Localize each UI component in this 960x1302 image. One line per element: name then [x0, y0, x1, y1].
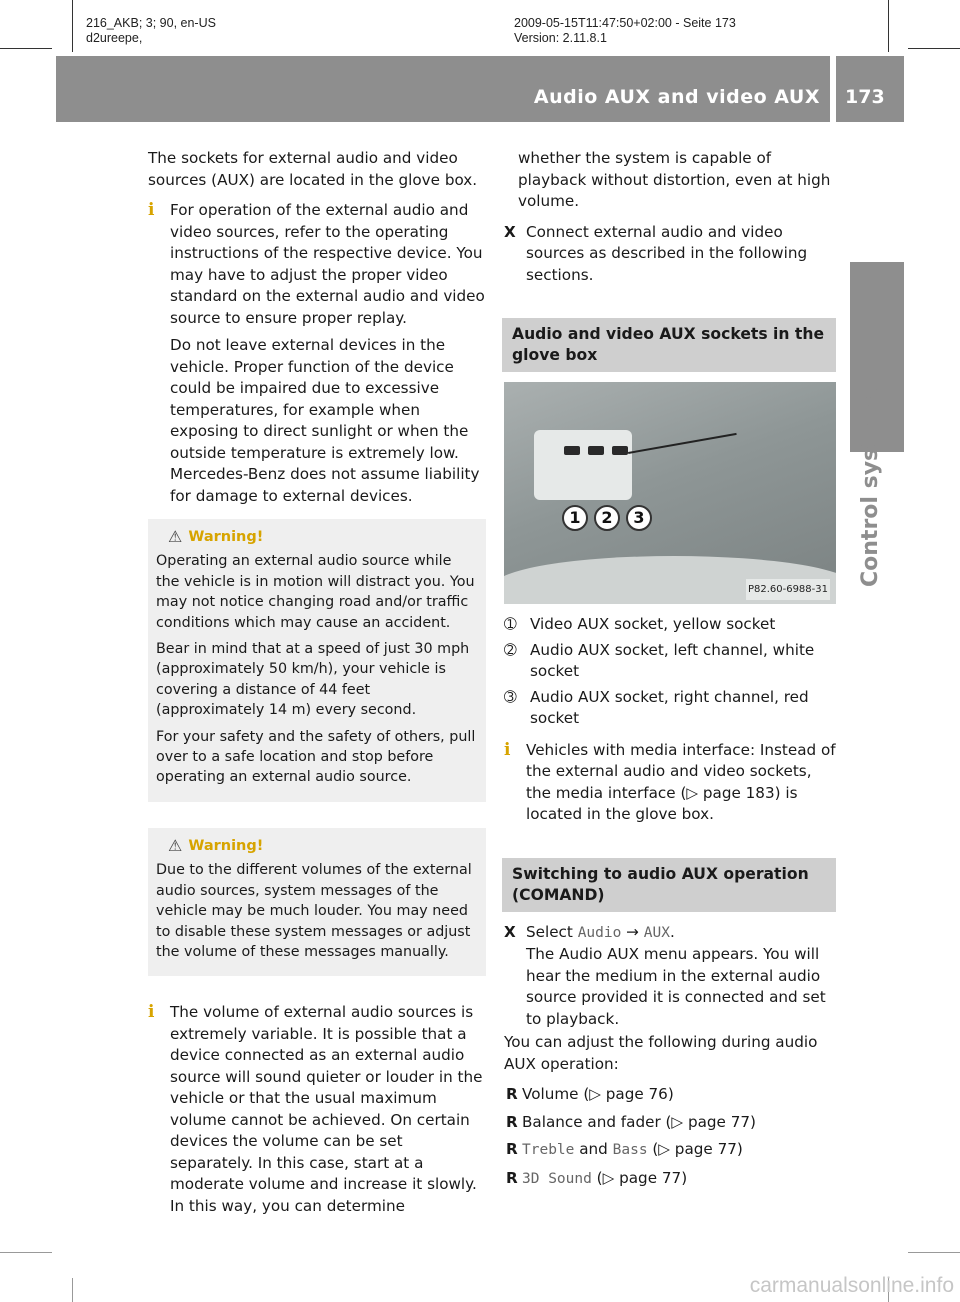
menu-audio: Audio [577, 924, 622, 941]
socket-shape [564, 446, 580, 455]
info-note [504, 740, 836, 826]
step-result: The Audio AUX menu appears. You will hear the medium in the external audio source provided it is connected and set to playback. [526, 945, 826, 1028]
callout-3: 3 [626, 505, 652, 531]
step-item [504, 922, 836, 1031]
photo-code: P82.60-6988-31 [746, 579, 830, 601]
option-text: Volume (▷ page 76) [522, 1085, 674, 1103]
step-icon: X [504, 222, 516, 241]
crop-mark [888, 0, 889, 52]
right-column [504, 148, 836, 1196]
socket-panel [534, 430, 632, 500]
print-meta-left [86, 16, 216, 46]
info-icon: i [148, 1002, 155, 1023]
bullet-icon: R [506, 1140, 518, 1158]
warning-paragraph: Bear in mind that at a speed of just 30 mph (approximately 50 km/h), your vehicle is covering a distance of 44 feet (approximately 14 m) every second. [156, 641, 470, 719]
bullet-icon: R [506, 1085, 518, 1103]
step-item [504, 222, 836, 287]
side-tab-label: Control systems [858, 386, 883, 587]
period: . [669, 922, 675, 941]
warning-header [168, 836, 478, 856]
arrow: → [621, 922, 644, 941]
info-note [148, 200, 486, 507]
bullet-icon: R [506, 1112, 518, 1131]
legend-item [504, 687, 836, 730]
step-prefix: Select [526, 922, 578, 941]
option-item [506, 1084, 836, 1106]
page-number: 173 [845, 86, 885, 108]
warning-icon: ⚠ [168, 527, 183, 546]
info-icon: i [504, 739, 511, 760]
section-heading: Audio and video AUX sockets in the glove box [502, 318, 836, 372]
option-item [506, 1168, 836, 1191]
warning-box [148, 519, 486, 802]
meta-line: 216_AKB; 3; 90, en-US [86, 16, 216, 30]
warning-paragraph: Due to the different volumes of the external audio sources, system messages of the vehicle may be much louder. You may need to disable these system messages or adjust the volume of these messages manually. [156, 862, 472, 960]
option-item [506, 1112, 836, 1134]
meta-line: Version: 2.11.8.1 [514, 31, 607, 45]
warning-paragraph: Operating an external audio source while the vehicle is in motion will distract you. You may not notice changing road and/or traffic conditions which may cause an accident. [156, 553, 475, 631]
adjust-intro: You can adjust the following during audio AUX operation: [504, 1033, 818, 1073]
watermark: carmanualsonline.info [749, 1274, 954, 1297]
option-ref: (▷ page 77) [647, 1140, 743, 1158]
info-paragraph: The volume of external audio sources is extremely variable. It is possible that a device connected as an external audio source will sound quieter or louder in the vehicle or that the usual maximum volume cannot be achieved. On certain devices the volume can be set separately. In this case, start at a moderate volume and increase it slowly. In this way, you can determine [170, 1003, 483, 1215]
option-text: Balance and fader (▷ page 77) [522, 1112, 756, 1131]
info-icon: i [148, 200, 155, 220]
legend-marker: ➂ [504, 687, 517, 706]
legend-marker: ➁ [504, 640, 517, 659]
info-paragraph: For operation of the external audio and video sources, refer to the operating instructions of the respective device. You may have to adjust the proper video standard on the external audio and video source to ensure proper replay. [170, 201, 485, 327]
legend-item [504, 640, 836, 683]
crop-mark [0, 48, 52, 49]
menu-aux: AUX [643, 924, 670, 941]
side-tab [852, 307, 904, 587]
intro-paragraph: The sockets for external audio and video sources (AUX) are located in the glove box. [148, 149, 478, 189]
meta-line: d2ureepe, [86, 31, 143, 45]
callout-2: 2 [594, 505, 620, 531]
warning-title: Warning! [188, 529, 264, 545]
glove-box-photo [504, 382, 836, 604]
legend-text: Video AUX socket, yellow socket [530, 615, 776, 633]
warning-header [168, 527, 478, 547]
info-note [148, 1002, 486, 1217]
warning-paragraph: For your safety and the safety of others, pull over to a safe location and stop before operating an external audio source. [156, 728, 476, 786]
option-and: and [574, 1140, 613, 1158]
socket-shape [612, 446, 628, 455]
legend-text: Audio AUX socket, right channel, red socket [530, 687, 809, 727]
step-text: Connect external audio and video sources as described in the following sections. [526, 222, 808, 284]
crop-mark [72, 0, 73, 52]
legend-text: Audio AUX socket, left channel, white socket [530, 640, 815, 680]
callout-1: 1 [562, 505, 588, 531]
option-3d-sound: 3D Sound [522, 1170, 592, 1187]
option-treble: Treble [522, 1142, 575, 1158]
pointer-line [628, 433, 737, 454]
socket-shape [588, 446, 604, 455]
legend-marker: ➀ [504, 615, 517, 633]
section-heading: Switching to audio AUX operation (COMAND) [502, 858, 836, 912]
option-bass: Bass [612, 1142, 648, 1158]
bullet-icon: R [506, 1168, 518, 1187]
option-ref: (▷ page 77) [591, 1168, 688, 1187]
step-icon: X [504, 922, 516, 941]
warning-title: Warning! [188, 837, 264, 854]
continuation-paragraph: whether the system is capable of playback without distortion, even at high volume. [518, 149, 831, 210]
info-paragraph: Do not leave external devices in the vehicle. Proper function of the device could be impaired due to excessive temperatures, for example when exposing to direct sunlight or when the outside temperature is extremely low. Mercedes-Benz does not assume liability for damage to external devices. [170, 336, 480, 505]
legend-item [504, 614, 836, 636]
info-paragraph: Vehicles with media interface: Instead of the external audio and video sockets, the media interface (▷ page 183) is located in the glove box. [526, 740, 836, 823]
print-meta-right [514, 16, 736, 46]
page-title: Audio AUX and video AUX [533, 86, 820, 108]
crop-mark [0, 1252, 52, 1253]
meta-line: 2009-05-15T11:47:50+02:00 - Seite 173 [514, 16, 736, 30]
option-item [506, 1139, 836, 1162]
warning-box [148, 828, 486, 976]
warning-icon: ⚠ [168, 835, 183, 855]
crop-mark [72, 1278, 73, 1302]
crop-mark [908, 1252, 960, 1253]
left-column [148, 148, 486, 1226]
crop-mark [908, 48, 960, 49]
